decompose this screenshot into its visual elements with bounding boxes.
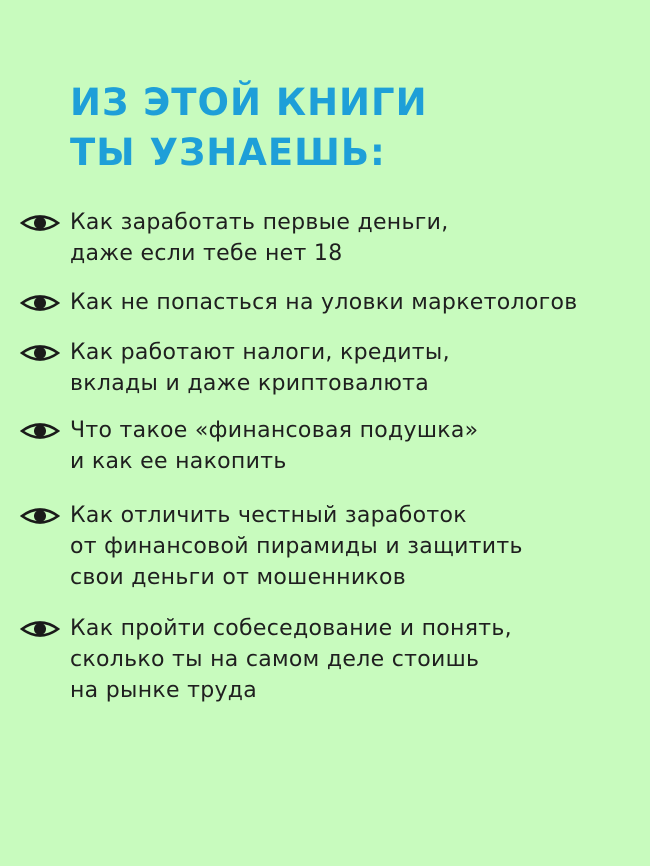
- list-item-line: Как работают налоги, кредиты,: [70, 340, 450, 365]
- list-item-text: [70, 500, 523, 593]
- list-item-line: Как отличить честный заработок: [70, 503, 467, 528]
- list-item-line: Как не попасться на уловки маркетологов: [70, 290, 578, 315]
- list-item-line: Как пройти собеседование и понять,: [70, 616, 512, 641]
- list-item-line: Что такое «финансовая подушка»: [70, 418, 479, 443]
- eye-icon: [20, 421, 60, 441]
- list-item-line: на рынке труда: [70, 678, 258, 703]
- eye-icon: [20, 213, 60, 233]
- eye-icon: [20, 343, 60, 363]
- list-item-text: [70, 337, 450, 399]
- list-item-line: и как ее накопить: [70, 449, 287, 474]
- eye-icon: [20, 293, 60, 313]
- list-item-line: вклады и даже криптовалюта: [70, 371, 430, 396]
- title-line-2: ТЫ УЗНАЕШЬ:: [70, 131, 386, 174]
- eye-icon: [20, 506, 60, 526]
- list-item-text: [70, 613, 512, 706]
- list-item-line: свои деньги от мошенников: [70, 565, 407, 590]
- title-line-1: ИЗ ЭТОЙ КНИГИ: [70, 81, 428, 124]
- list-item-text: [70, 287, 578, 318]
- page-title: [70, 78, 428, 178]
- list-item-line: даже если тебе нет 18: [70, 241, 343, 266]
- list-item-line: Как заработать первые деньги,: [70, 210, 449, 235]
- list-item-text: [70, 207, 449, 269]
- list-item-line: от финансовой пирамиды и защитить: [70, 534, 523, 559]
- list-item-text: [70, 415, 478, 477]
- eye-icon: [20, 619, 60, 639]
- list-item-line: сколько ты на самом деле стоишь: [70, 647, 480, 672]
